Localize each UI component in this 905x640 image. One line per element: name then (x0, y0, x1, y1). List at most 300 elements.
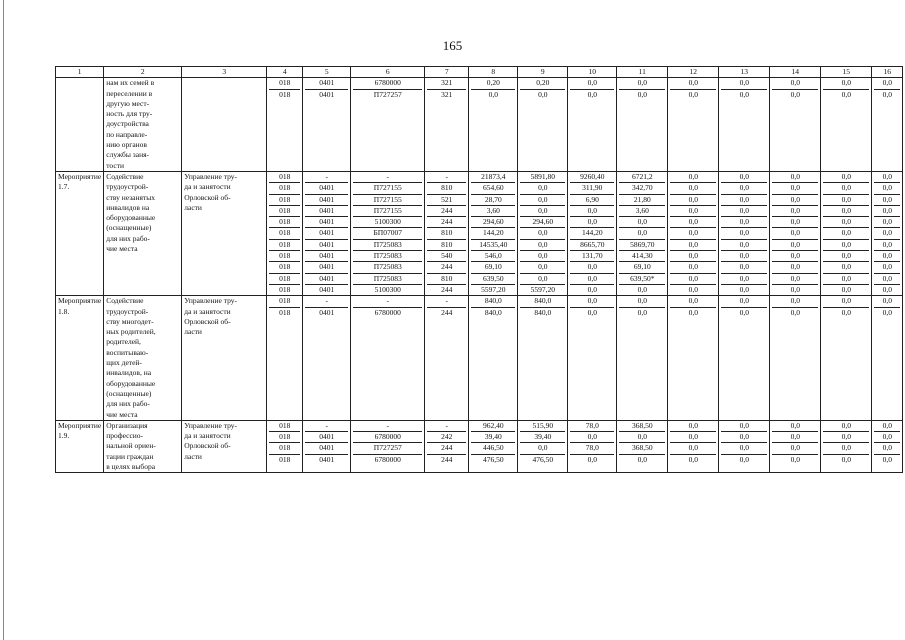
value-line: 0,0 (619, 307, 665, 318)
value-line: - (386, 420, 389, 430)
value-line: 0,0 (520, 239, 565, 250)
value-line: 6780000 (353, 454, 422, 465)
value-line: П725083 (353, 250, 422, 261)
executor-cell-line: Управление тру- (184, 296, 238, 306)
value-line: 0,0 (721, 89, 767, 100)
value-line: 0401 (305, 250, 348, 261)
value-cell (568, 420, 617, 473)
value-line: 0,0 (619, 89, 665, 100)
value-line: 5891,80 (530, 171, 555, 181)
description-cell-line: для них рабо- (106, 233, 150, 243)
value-line: 018 (269, 284, 300, 295)
value-line: 0,0 (772, 284, 818, 295)
value-line: 0,0 (721, 273, 767, 284)
value-line: 0,0 (772, 227, 818, 238)
header-cell: 2 (104, 67, 182, 78)
value-line: П727155 (353, 194, 422, 205)
value-line: 0401 (305, 182, 348, 193)
value-line: 0,0 (520, 261, 565, 272)
value-line: 294,60 (520, 216, 565, 227)
executor-cell (182, 78, 267, 172)
value-line: 0,0 (637, 296, 647, 306)
value-cell (668, 78, 719, 172)
header-cell: 4 (267, 67, 303, 78)
value-line: 0,0 (841, 78, 851, 88)
value-line: 0401 (305, 205, 348, 216)
value-line: 0,0 (882, 78, 892, 88)
value-line: 0,0 (619, 227, 665, 238)
value-line: 0,0 (874, 307, 900, 318)
value-line: 0,0 (570, 205, 614, 216)
value-cell (267, 78, 303, 172)
description-cell-line: воспитываю- (106, 347, 149, 357)
value-line: 0,0 (721, 442, 767, 453)
value-line: 69,10 (619, 261, 665, 272)
executor-cell-line: Орловской об- (184, 441, 231, 451)
header-cell: 7 (425, 67, 469, 78)
value-line: 0,0 (823, 261, 869, 272)
value-line: 9260,40 (580, 171, 605, 181)
header-cell: 14 (770, 67, 821, 78)
value-line: 78,0 (585, 420, 599, 430)
value-cell (568, 296, 617, 421)
activity-cell-line: Мероприятие (58, 171, 102, 181)
value-cell (425, 171, 469, 295)
value-cell (469, 296, 518, 421)
value-cell (267, 171, 303, 295)
value-line: 0,0 (882, 296, 892, 306)
value-line: 0,0 (823, 273, 869, 284)
value-cell (351, 78, 425, 172)
value-cell (518, 296, 568, 421)
value-cell (821, 296, 872, 421)
value-line: 0,0 (520, 442, 565, 453)
value-line: 0,0 (670, 250, 716, 261)
value-line: 0,0 (670, 261, 716, 272)
value-line: 39,40 (520, 431, 565, 442)
description-cell-line: ность для тру- (106, 109, 153, 119)
value-line: 0401 (305, 89, 348, 100)
value-line: 0,0 (587, 78, 597, 88)
description-cell-line: ных родителей, (106, 327, 156, 337)
value-line: 0,0 (874, 431, 900, 442)
value-line: 810 (427, 273, 466, 284)
value-cell (668, 171, 719, 295)
value-cell (518, 78, 568, 172)
value-cell (267, 296, 303, 421)
value-line: 0,0 (570, 454, 614, 465)
value-line: 244 (427, 261, 466, 272)
value-line: 018 (269, 205, 300, 216)
value-line: 0,20 (536, 78, 550, 88)
value-line: 0401 (305, 454, 348, 465)
value-line: 144,20 (570, 227, 614, 238)
value-line: 0,0 (823, 194, 869, 205)
value-line: 342,70 (619, 182, 665, 193)
table-row (56, 296, 903, 421)
description-cell-line: Содействие (106, 171, 144, 181)
value-line: 21,80 (619, 194, 665, 205)
value-line: - (445, 296, 448, 306)
activity-cell-line: 1.9. (58, 431, 70, 441)
value-line: 540 (427, 250, 466, 261)
value-line: 0,0 (721, 284, 767, 295)
value-line: 018 (269, 431, 300, 442)
value-line: 0,0 (688, 171, 698, 181)
value-line: 0,0 (670, 89, 716, 100)
table-row (56, 420, 903, 473)
header-cell: 6 (351, 67, 425, 78)
executor-cell-line: Управление тру- (184, 171, 238, 181)
value-line: 242 (427, 431, 466, 442)
value-line: 0,0 (772, 239, 818, 250)
value-cell (351, 296, 425, 421)
value-line: 0,0 (772, 273, 818, 284)
value-line: 962,40 (482, 420, 504, 430)
value-line: 0,0 (570, 89, 614, 100)
value-line: 0,0 (721, 431, 767, 442)
description-cell-line: по направле- (106, 129, 148, 139)
value-line: - (445, 171, 448, 181)
value-line: 0401 (305, 216, 348, 227)
executor-cell-line: ласти (184, 451, 202, 461)
value-cell (617, 296, 668, 421)
description-cell-line: инвалидов на (106, 202, 150, 212)
description-cell (104, 296, 182, 421)
activity-cell (56, 420, 104, 473)
value-line: 0,0 (874, 284, 900, 295)
description-cell-line: переселении в (106, 88, 153, 98)
value-line: 0,0 (688, 296, 698, 306)
activity-cell (56, 78, 104, 172)
value-line: 5869,70 (619, 239, 665, 250)
value-line: 0,0 (721, 227, 767, 238)
value-line: 0,0 (619, 216, 665, 227)
description-cell (104, 78, 182, 172)
value-line: 5100300 (353, 216, 422, 227)
value-line: 0,0 (790, 420, 800, 430)
value-line: - (325, 420, 328, 430)
value-line: 0,0 (670, 227, 716, 238)
value-line: 0,0 (721, 239, 767, 250)
value-line: 0,0 (882, 171, 892, 181)
activity-cell-line: 1.8. (58, 306, 70, 316)
value-line: 0,0 (670, 442, 716, 453)
value-line: 0,0 (739, 78, 749, 88)
header-row (56, 67, 903, 78)
value-line: 0401 (305, 442, 348, 453)
value-cell (351, 171, 425, 295)
value-line: 0,0 (772, 261, 818, 272)
value-line: 0,0 (520, 273, 565, 284)
description-cell-line: родителей, (106, 337, 141, 347)
description-cell-line: нальной ориен- (106, 441, 156, 451)
value-line: 0,0 (874, 273, 900, 284)
value-line: 144,20 (471, 227, 515, 238)
value-line: 244 (427, 454, 466, 465)
value-line: 018 (269, 216, 300, 227)
value-line: 3,60 (471, 205, 515, 216)
executor-cell (182, 420, 267, 473)
value-cell (770, 78, 821, 172)
value-line: 5100300 (353, 284, 422, 295)
value-line: 0,0 (841, 171, 851, 181)
value-line: 0,0 (688, 420, 698, 430)
value-line: 018 (279, 420, 291, 430)
value-line: 0,0 (670, 284, 716, 295)
description-cell-line: (оснащенные) (106, 388, 152, 398)
value-line: 0,0 (772, 442, 818, 453)
value-line: 0,0 (570, 216, 614, 227)
description-cell-line: трудоустрой- (106, 182, 149, 192)
header-cell: 3 (182, 67, 267, 78)
value-line: 0,0 (772, 307, 818, 318)
executor-cell-line: да и занятости (184, 182, 231, 192)
value-line: 294,60 (471, 216, 515, 227)
executor-cell-line: да и занятости (184, 431, 231, 441)
value-line: 018 (269, 194, 300, 205)
value-line: 0,0 (823, 216, 869, 227)
value-cell (872, 171, 903, 295)
value-line: 0,0 (823, 284, 869, 295)
header-cell: 9 (518, 67, 568, 78)
value-cell (469, 420, 518, 473)
value-line: 0401 (305, 227, 348, 238)
value-line: 0,0 (670, 307, 716, 318)
value-line: 0,0 (670, 182, 716, 193)
page-edge (3, 0, 4, 640)
value-cell (351, 420, 425, 473)
value-cell (303, 171, 351, 295)
value-line: 0,0 (670, 216, 716, 227)
value-line: 446,50 (471, 442, 515, 453)
value-line: 0,0 (670, 454, 716, 465)
value-cell (518, 171, 568, 295)
value-line: БП07007 (353, 227, 422, 238)
value-line: 0,0 (721, 194, 767, 205)
header-cell: 1 (56, 67, 104, 78)
value-line: 515,90 (532, 420, 554, 430)
value-cell (303, 296, 351, 421)
value-line: 0,0 (471, 89, 515, 100)
description-cell-line: нам их семей в (106, 78, 155, 88)
value-line: 0,0 (874, 442, 900, 453)
value-cell (425, 296, 469, 421)
value-line: 840,0 (484, 296, 502, 306)
value-line: 0,0 (570, 261, 614, 272)
value-line: 654,60 (471, 182, 515, 193)
value-line: 018 (279, 296, 291, 306)
value-line: 311,90 (570, 182, 614, 193)
value-line: 244 (427, 284, 466, 295)
description-cell-line: Организация (106, 420, 148, 430)
value-cell (425, 420, 469, 473)
value-line: 0,0 (823, 227, 869, 238)
value-line: 0,0 (823, 89, 869, 100)
value-line: - (386, 171, 389, 181)
value-line: 0401 (319, 78, 335, 88)
value-line: 639,50 (471, 273, 515, 284)
value-line: 0,0 (772, 454, 818, 465)
value-line: 0,0 (721, 454, 767, 465)
header-cell: 10 (568, 67, 617, 78)
value-line: 0,0 (721, 216, 767, 227)
value-line: 0,0 (841, 420, 851, 430)
header-cell: 8 (469, 67, 518, 78)
value-cell (303, 420, 351, 473)
value-line: 0,0 (721, 182, 767, 193)
description-cell-line: для них рабо- (106, 399, 150, 409)
value-line: П725083 (353, 239, 422, 250)
value-line: 0,0 (772, 250, 818, 261)
value-line: 018 (269, 250, 300, 261)
value-line: 14535,40 (471, 239, 515, 250)
value-line: 0401 (305, 431, 348, 442)
activity-cell-line: Мероприятие (58, 420, 102, 430)
value-line: 476,50 (471, 454, 515, 465)
value-line: 244 (427, 205, 466, 216)
value-line: 0,0 (637, 78, 647, 88)
value-line: 0,0 (570, 307, 614, 318)
value-line: 0,0 (823, 431, 869, 442)
value-line: 810 (427, 227, 466, 238)
value-line: 0,0 (874, 194, 900, 205)
executor-cell-line: Орловской об- (184, 192, 231, 202)
value-cell (821, 420, 872, 473)
value-line: 0,0 (790, 296, 800, 306)
value-line: 810 (427, 182, 466, 193)
value-line: - (386, 296, 389, 306)
description-cell-line: инвалидов, на (106, 368, 152, 378)
value-line: 0401 (305, 307, 348, 318)
value-cell (425, 78, 469, 172)
value-line: 0,0 (670, 431, 716, 442)
value-cell (719, 296, 770, 421)
description-cell-line: трудоустрой- (106, 306, 149, 316)
value-line: 0,0 (790, 78, 800, 88)
description-cell-line: тации граждан (106, 451, 154, 461)
value-line: 639,50* (619, 273, 665, 284)
description-cell-line: доустройства (106, 119, 149, 129)
value-line: 018 (269, 454, 300, 465)
table-row (56, 78, 903, 172)
value-line: 0,0 (670, 273, 716, 284)
value-line: 0,0 (823, 454, 869, 465)
value-line: 69,10 (471, 261, 515, 272)
description-cell-line: щих детей- (106, 358, 142, 368)
value-line: 0,0 (772, 431, 818, 442)
description-cell (104, 420, 182, 473)
value-line: 0,0 (823, 307, 869, 318)
description-cell-line: оборудованные (106, 213, 156, 223)
value-line: 0,0 (619, 431, 665, 442)
value-line: 6721,2 (631, 171, 653, 181)
value-line: 0,0 (688, 78, 698, 88)
value-line: 840,0 (534, 296, 552, 306)
value-line: 810 (427, 239, 466, 250)
value-line: 0,0 (882, 420, 892, 430)
value-line: 0,0 (874, 239, 900, 250)
value-line: 0,0 (520, 250, 565, 261)
value-cell (617, 420, 668, 473)
value-line: 0,20 (486, 78, 500, 88)
header-cell: 15 (821, 67, 872, 78)
value-cell (770, 296, 821, 421)
header-cell: 16 (872, 67, 903, 78)
value-line: 0,0 (772, 194, 818, 205)
value-line: 368,50 (631, 420, 653, 430)
description-cell-line: другую мест- (106, 98, 150, 108)
executor-cell (182, 296, 267, 421)
value-line: 0,0 (587, 296, 597, 306)
executor-cell (182, 171, 267, 295)
value-line: 018 (269, 261, 300, 272)
value-line: 0401 (305, 261, 348, 272)
value-line: 0,0 (619, 284, 665, 295)
description-cell-line: (оснащенные) (106, 223, 152, 233)
executor-cell-line: Орловской об- (184, 316, 231, 326)
executor-cell-line: Управление тру- (184, 420, 238, 430)
description-cell-line: профессио- (106, 431, 144, 441)
value-line: 6,90 (570, 194, 614, 205)
value-line: 0,0 (874, 205, 900, 216)
value-line: 0,0 (520, 182, 565, 193)
value-line: 840,0 (471, 307, 515, 318)
value-line: 0,0 (823, 205, 869, 216)
value-line: 018 (269, 307, 300, 318)
value-line: 0,0 (570, 273, 614, 284)
value-line: 0,0 (874, 454, 900, 465)
value-line: 0,0 (823, 250, 869, 261)
value-line: - (445, 420, 448, 430)
activity-cell-line: 1.7. (58, 182, 70, 192)
value-line: 0,0 (823, 239, 869, 250)
description-cell-line: ству многодет- (106, 316, 154, 326)
value-cell (872, 78, 903, 172)
value-line: П727257 (353, 89, 422, 100)
value-line: 0,0 (874, 89, 900, 100)
value-line: 321 (441, 78, 453, 88)
page-number: 165 (442, 38, 463, 53)
value-line: 0,0 (874, 182, 900, 193)
value-line: 6780000 (374, 78, 401, 88)
value-cell (872, 296, 903, 421)
value-line: 0,0 (721, 205, 767, 216)
value-line: 0,0 (670, 239, 716, 250)
value-line: 28,70 (471, 194, 515, 205)
value-line: 0,0 (823, 182, 869, 193)
value-line: 0,0 (739, 420, 749, 430)
value-line: 0,0 (721, 307, 767, 318)
value-line: 3,60 (619, 205, 665, 216)
value-line: 414,30 (619, 250, 665, 261)
executor-cell-line: ласти (184, 327, 202, 337)
budget-table (55, 66, 903, 473)
value-line: - (325, 296, 328, 306)
value-line: 018 (269, 273, 300, 284)
value-cell (617, 78, 668, 172)
activity-cell (56, 296, 104, 421)
value-line: 476,50 (520, 454, 565, 465)
description-cell-line: в целях выбора (106, 462, 156, 472)
value-line: П727155 (353, 205, 422, 216)
value-cell (617, 171, 668, 295)
value-line: П727257 (353, 442, 422, 453)
value-line: 0,0 (670, 194, 716, 205)
value-cell (668, 296, 719, 421)
description-cell-line: оборудованные (106, 378, 156, 388)
value-line: 018 (269, 227, 300, 238)
